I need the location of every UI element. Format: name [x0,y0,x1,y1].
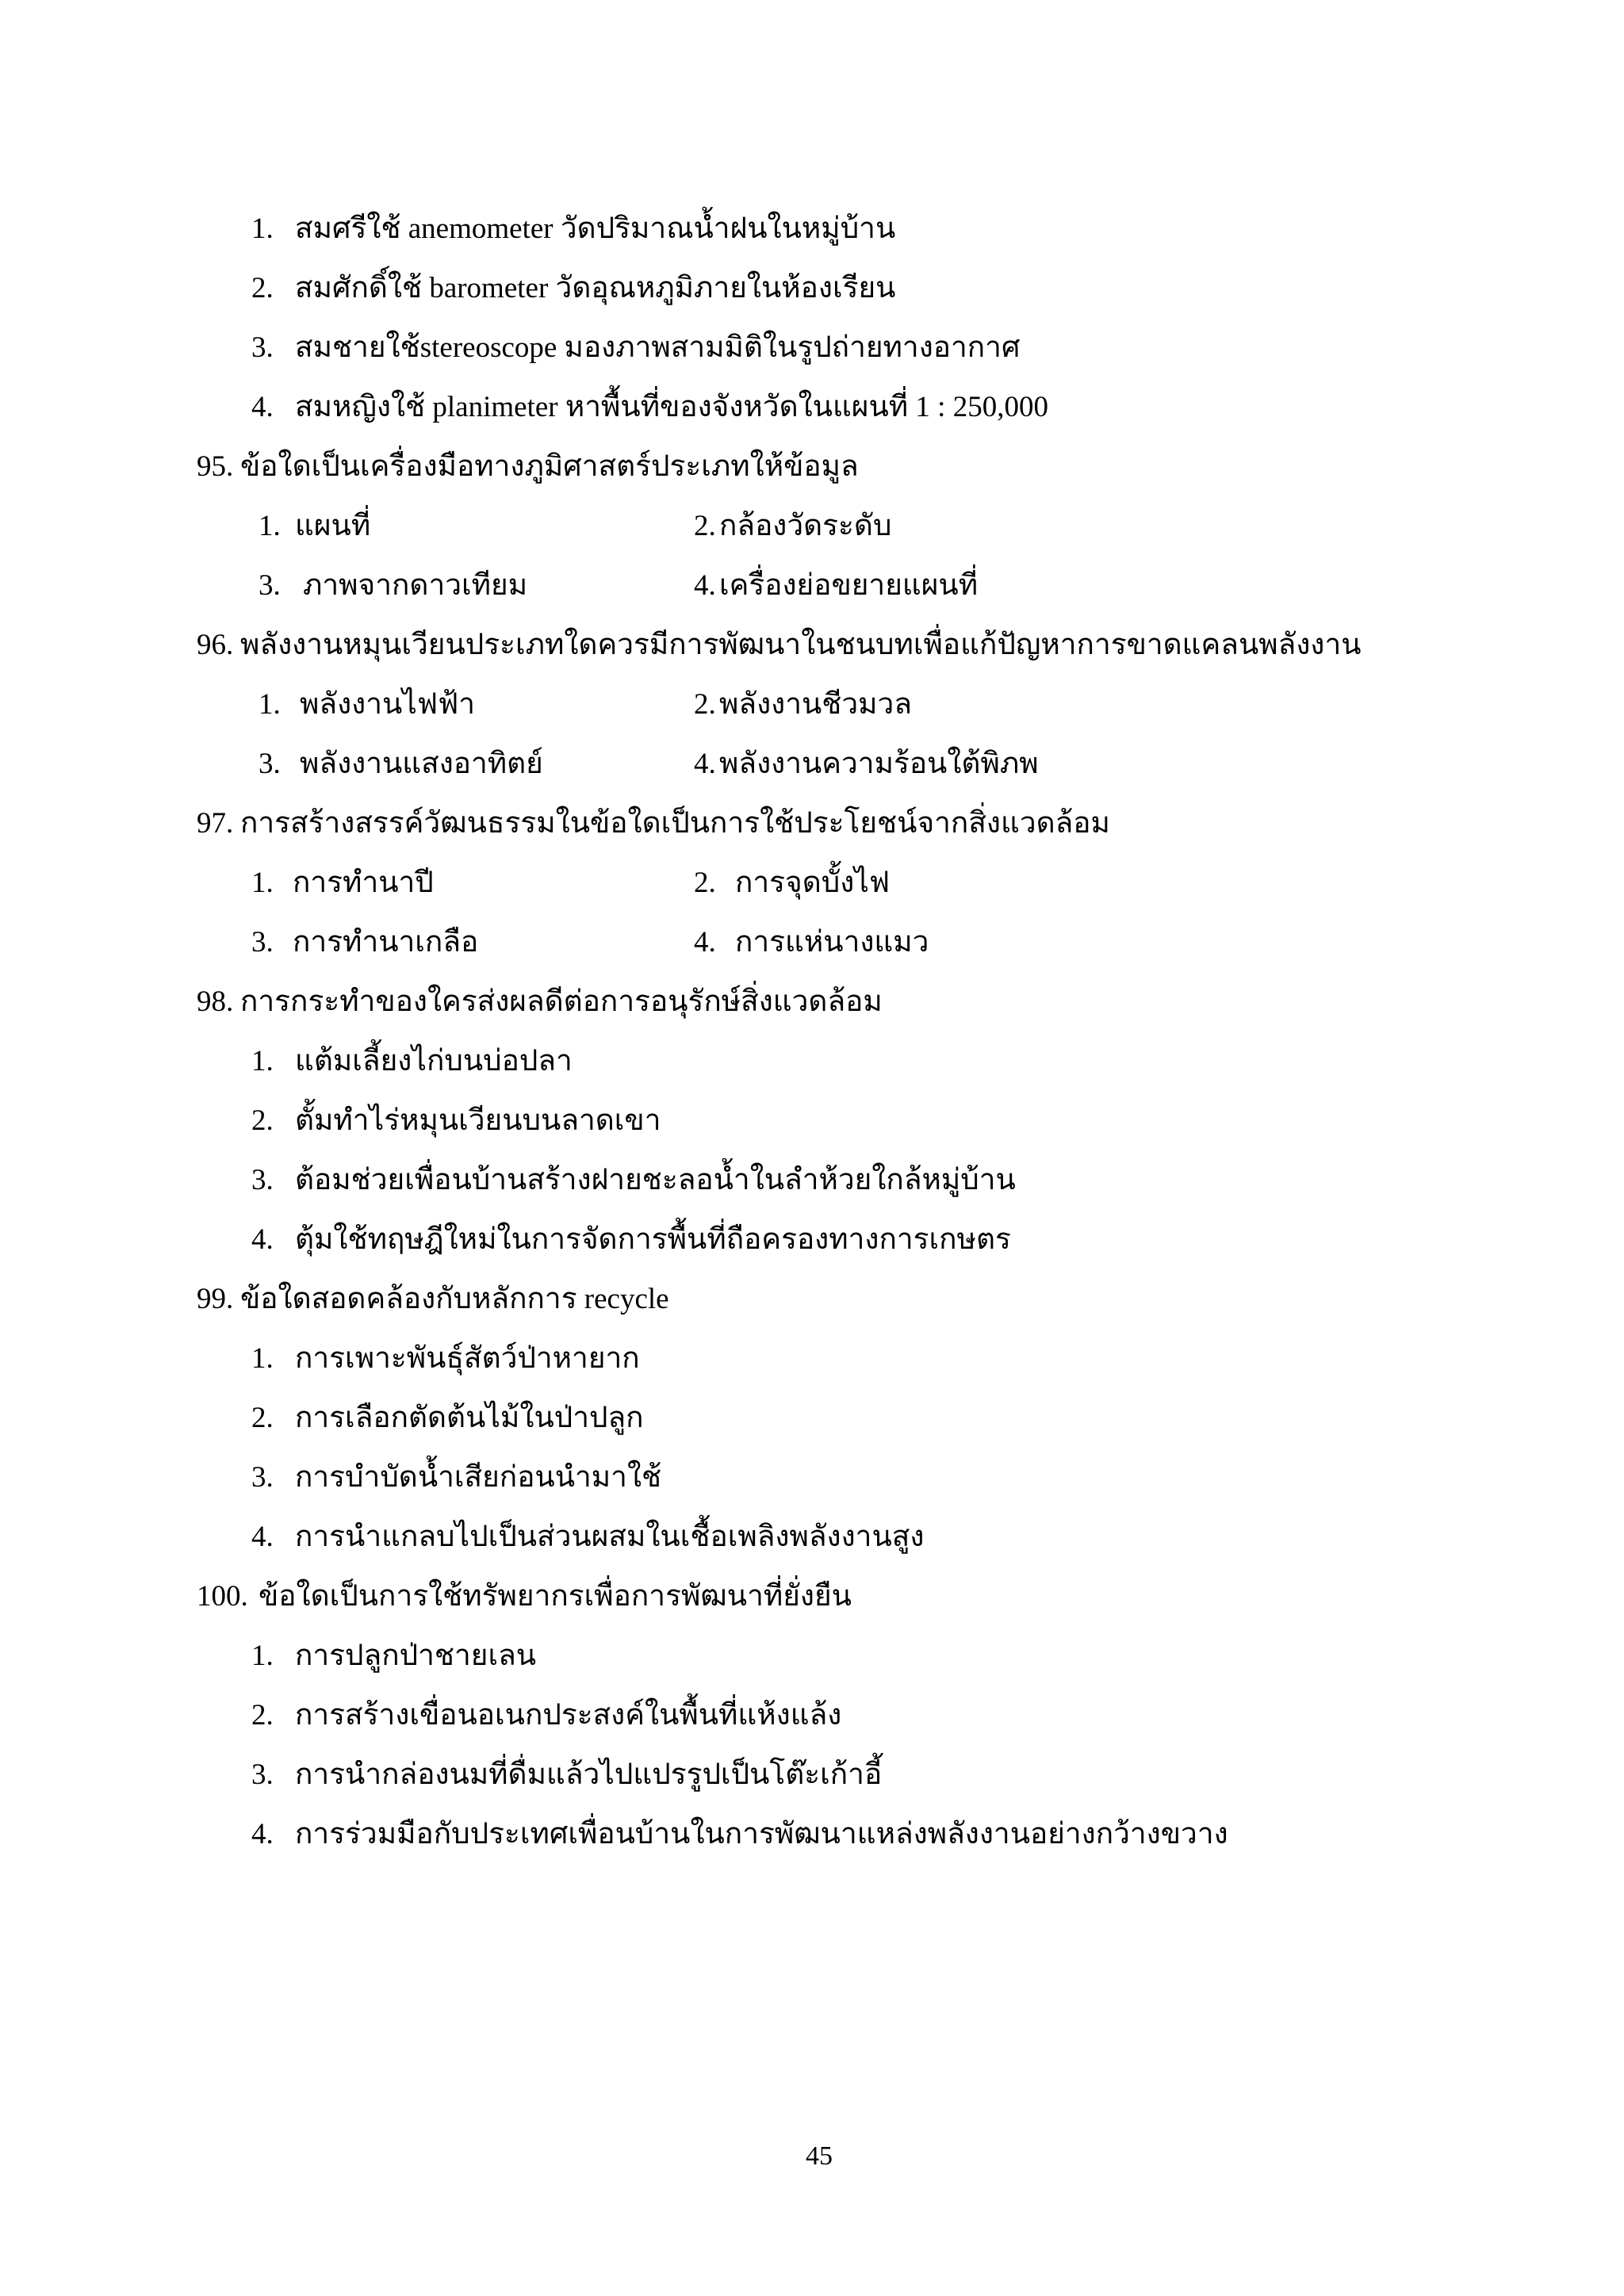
question-98-option-1 [0,1031,1624,1091]
question-94-option-4 [0,377,1624,437]
option-number: 1. [251,212,274,245]
question-94-option-2 [0,258,1624,318]
question-number: 99. [197,1283,234,1315]
option-number: 1. [251,867,274,899]
option-number: 1. [259,510,281,542]
question-text: ข้อใดเป็นเครื่องมือทางภูมิศาสตร์ประเภทให้ข้อมูล [240,450,859,483]
option-number: 1. [251,1640,274,1672]
question-text: ข้อใดสอดคล้องกับหลักการ recycle [240,1283,669,1315]
option-number: 3. [251,1758,274,1791]
option-text: สมชายใช้stereoscope มองภาพสามมิติในรูปถ่ายทางอากาศ [295,331,1021,364]
question-98-option-4 [0,1210,1624,1269]
option-number: 4. [694,748,716,780]
question-text: การสร้างสรรค์วัฒนธรรมในข้อใดเป็นการใช้ประโยชน์จากสิ่งแวดล้อม [240,807,1110,840]
option-number: 2. [694,867,716,899]
page-number: 45 [806,2141,833,2171]
question-99-option-2 [0,1388,1624,1448]
option-text: พลังงานความร้อนใต้พิภพ [719,748,1039,780]
option-text: การร่วมมือกับประเทศเพื่อนบ้านในการพัฒนาแหล่งพลังงานอย่างกว้างขวาง [295,1818,1228,1850]
question-98-option-2 [0,1091,1624,1150]
option-number: 4. [251,391,274,423]
option-text: เครื่องย่อขยายแผนที่ [719,569,979,602]
option-number: 3. [251,331,274,364]
option-text: พลังงานไฟฟ้า [300,688,476,721]
option-text: การจุดบั้งไฟ [735,867,891,899]
option-text: สมศักดิ์ใช้ barometer วัดอุณหภูมิภายในห้องเรียน [295,272,896,304]
option-text: การเลือกตัดต้นไม้ในป่าปลูก [295,1402,644,1434]
option-number: 4. [251,1818,274,1850]
option-number: 1. [251,1342,274,1375]
question-97-options-row-2 [0,913,1624,972]
question-95-options-row-1 [0,496,1624,556]
question-100-option-4 [0,1804,1624,1864]
option-number: 3. [259,748,281,780]
question-99 [0,1269,1624,1329]
option-text: แผนที่ [295,510,371,542]
question-number: 96. [197,629,234,661]
question-number: 100. [197,1580,248,1613]
option-number: 2. [694,688,716,721]
option-number: 1. [251,1045,274,1077]
option-text: การทำนาปี [293,867,434,899]
option-text: การนำแกลบไปเป็นส่วนผสมในเชื้อเพลิงพลังงานสูง [295,1521,925,1553]
question-text: การกระทำของใครส่งผลดีต่อการอนุรักษ์สิ่งแวดล้อม [240,985,883,1018]
option-text: พลังงานแสงอาทิตย์ [300,748,543,780]
question-100 [0,1567,1624,1626]
option-number: 1. [259,688,281,721]
option-number: 2. [251,1699,274,1732]
question-number: 97. [197,807,234,840]
option-text: การนำกล่องนมที่ดื่มแล้วไปแปรรูปเป็นโต๊ะเก้าอี้ [295,1758,883,1791]
option-number: 3. [251,926,274,959]
option-number: 3. [251,1164,274,1196]
option-number: 2. [251,1402,274,1434]
question-96-options-row-2 [0,734,1624,794]
question-number: 98. [197,985,234,1018]
option-text: ภาพจากดาวเทียม [303,569,528,602]
question-96-options-row-1 [0,675,1624,734]
question-number: 95. [197,450,234,483]
option-number: 2. [694,510,716,542]
question-97 [0,794,1624,853]
option-number: 4. [251,1521,274,1553]
question-95-options-row-2 [0,556,1624,615]
option-text: พลังงานชีวมวล [719,688,912,721]
option-text: ตั้มทำไร่หมุนเวียนบนลาดเขา [295,1104,661,1137]
question-text: พลังงานหมุนเวียนประเภทใดควรมีการพัฒนาในชนบทเพื่อแก้ปัญหาการขาดแคลนพลังงาน [240,629,1362,661]
option-text: การปลูกป่าชายเลน [295,1640,537,1672]
question-text: ข้อใดเป็นการใช้ทรัพยากรเพื่อการพัฒนาที่ยั่งยืน [259,1580,852,1613]
option-text: สมศรีใช้ anemometer วัดปริมาณน้ำฝนในหมู่บ้าน [295,212,896,245]
option-number: 4. [694,569,716,602]
question-96 [0,615,1624,675]
option-text: ตุ้มใช้ทฤษฎีใหม่ในการจัดการพื้นที่ถือครองทางการเกษตร [295,1223,1011,1256]
option-text: แต้มเลี้ยงไก่บนบ่อปลา [295,1045,573,1077]
option-number: 4. [694,926,716,959]
question-95 [0,437,1624,496]
question-99-option-4 [0,1507,1624,1567]
question-99-option-3 [0,1448,1624,1507]
option-text: การบำบัดน้ำเสียก่อนนำมาใช้ [295,1461,662,1494]
question-100-option-3 [0,1745,1624,1804]
option-text: การทำนาเกลือ [293,926,479,959]
option-number: 3. [259,569,281,602]
question-100-option-1 [0,1626,1624,1686]
option-number: 3. [251,1461,274,1494]
option-number: 2. [251,272,274,304]
option-text: สมหญิงใช้ planimeter หาพื้นที่ของจังหวัดในแผนที่ 1 : 250,000 [295,391,1048,423]
option-text: การสร้างเขื่อนอเนกประสงค์ในพื้นที่แห้งแล้ง [295,1699,842,1732]
option-text: การเพาะพันธุ์สัตว์ป่าหายาก [295,1342,640,1375]
option-number: 2. [251,1104,274,1137]
option-text: การแห่นางแมว [735,926,929,959]
question-94-option-3 [0,318,1624,377]
option-text: กล้องวัดระดับ [719,510,892,542]
option-text: ต้อมช่วยเพื่อนบ้านสร้างฝายชะลอน้ำในลำห้วยใกล้หมู่บ้าน [295,1164,1016,1196]
option-number: 4. [251,1223,274,1256]
question-97-options-row-1 [0,853,1624,913]
question-98-option-3 [0,1150,1624,1210]
question-100-option-2 [0,1686,1624,1745]
question-99-option-1 [0,1329,1624,1388]
question-94-option-1 [0,199,1624,258]
question-98 [0,972,1624,1031]
